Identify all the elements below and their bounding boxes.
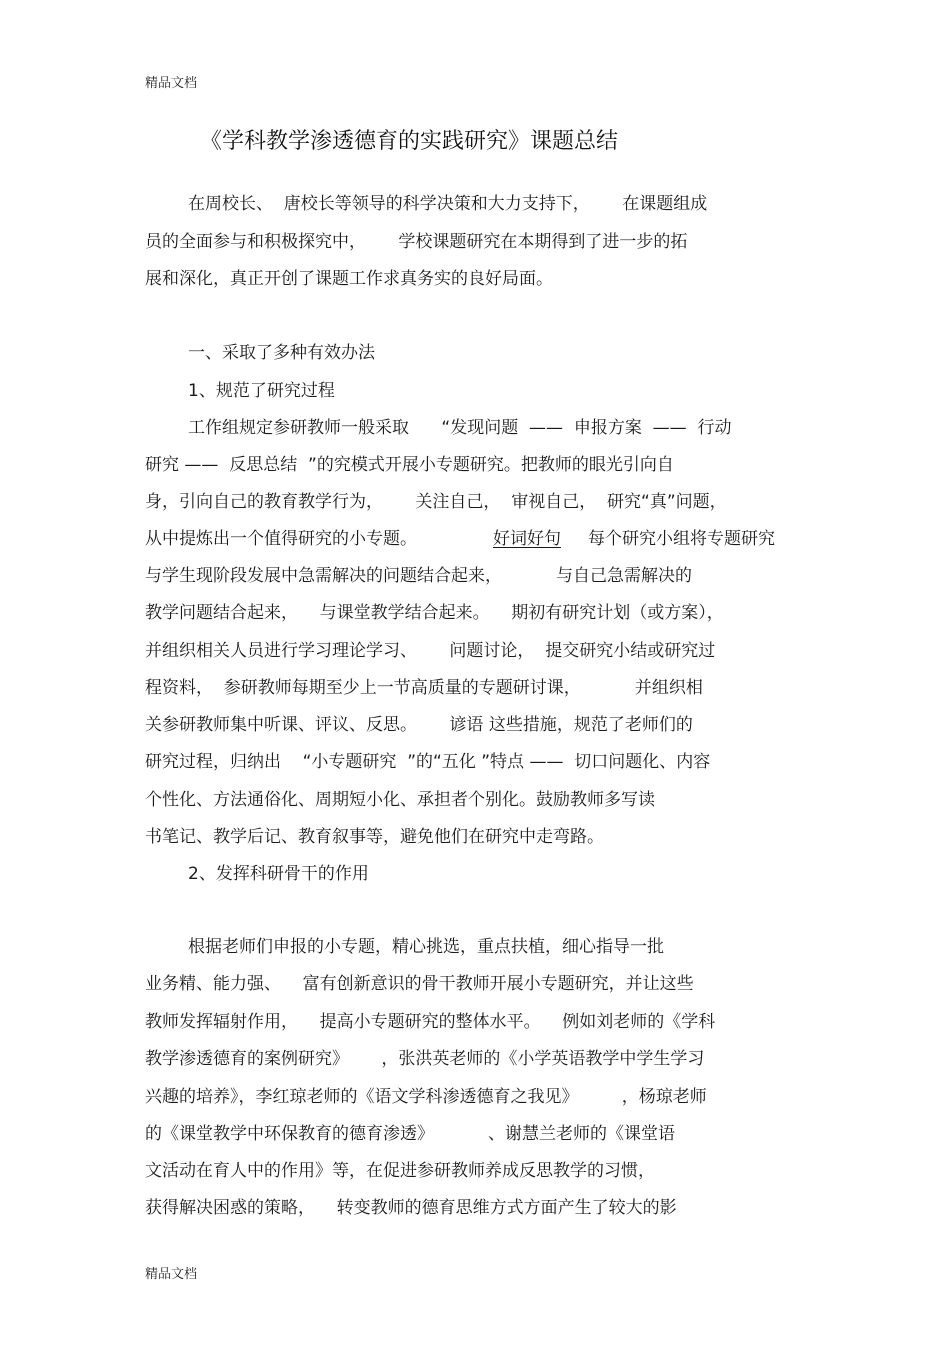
paragraph-line: 教学问题结合起来， 与课堂教学结合起来。 期初有研究计划（或方案），	[145, 603, 724, 623]
page-footer: 精品文档	[145, 1267, 198, 1282]
paragraph-line: 兴趣的培养》，李红琼老师的《语文学科渗透德育之我见》 ，杨琼老师	[145, 1087, 707, 1107]
document-title: 《学科教学渗透德育的实践研究》课题总结	[200, 129, 619, 154]
paragraph-line: 程资料， 参研教师每期至少上一节高质量的专题研讨课， 并组织相	[145, 678, 703, 698]
paragraph-line: 个性化、方法通俗化、周期短小化、承担者个别化。鼓励教师多写读	[145, 790, 655, 810]
paragraph-line: 与学生现阶段发展中急需解决的问题结合起来， 与自己急需解决的	[145, 566, 693, 586]
paragraph-line: 教师发挥辐射作用， 提高小专题研究的整体水平。 例如刘老师的《学科	[145, 1012, 716, 1032]
paragraph-line: 教学渗透德育的案例研究》 ，张洪英老师的《小学英语教学中学生学习	[145, 1049, 705, 1069]
paragraph-line: 的《课堂教学中环保教育的德育渗透》 、谢慧兰老师的《课堂语	[145, 1124, 676, 1144]
underlined-phrase: 好词好句	[493, 529, 561, 549]
paragraph-line: 根据老师们申报的小专题，精心挑选，重点扶植，细心指导一批	[188, 937, 664, 957]
paragraph-line: 研究 —— 反思总结 ”的究模式开展小专题研究。把教师的眼光引向自	[145, 455, 674, 475]
paragraph-line: 并组织相关人员进行学习理论学习、 问题讨论， 提交研究小结或研究过	[145, 641, 716, 661]
subsection-heading: 2、发挥科研骨干的作用	[188, 864, 369, 884]
section-heading: 一、采取了多种有效办法	[188, 343, 375, 363]
paragraph-line: 身，引向自己的教育教学行为， 关注自己， 审视自己， 研究“真”问题，	[145, 492, 727, 512]
paragraph-line: 业务精、能力强、 富有创新意识的骨干教师开展小专题研究，并让这些	[145, 974, 694, 994]
paragraph-line: 工作组规定参研教师一般采取 “发现问题 —— 申报方案 —— 行动	[188, 418, 732, 438]
subsection-heading: 1、规范了研究过程	[188, 381, 335, 401]
paragraph-line: 获得解决困惑的策略， 转变教师的德育思维方式方面产生了较大的影	[145, 1198, 677, 1218]
paragraph-line: 每个研究小组将专题研究	[588, 529, 775, 549]
paragraph-line: 展和深化，真正开创了课题工作求真务实的良好局面。	[145, 269, 553, 289]
paragraph-line: 员的全面参与和积极探究中， 学校课题研究在本期得到了进一步的拓	[145, 232, 688, 252]
paragraph-line: 从中提炼出一个值得研究的小专题。	[145, 529, 417, 549]
paragraph-line: 研究过程，归纳出 “小专题研究 ”的“五化 ”特点 —— 切口问题化、内容	[145, 752, 711, 772]
paragraph-line: 书笔记、教学后记、教育叙事等，避免他们在研究中走弯路。	[145, 827, 604, 847]
paragraph-line: 在周校长、 唐校长等领导的科学决策和大力支持下， 在课题组成	[188, 194, 708, 214]
paragraph-line: 关参研教师集中听课、评议、反思。 谚语 这些措施，规范了老师们的	[145, 715, 693, 735]
page-header: 精品文档	[145, 76, 198, 91]
paragraph-line: 文活动在育人中的作用》等，在促进参研教师养成反思教学的习惯，	[145, 1161, 655, 1181]
